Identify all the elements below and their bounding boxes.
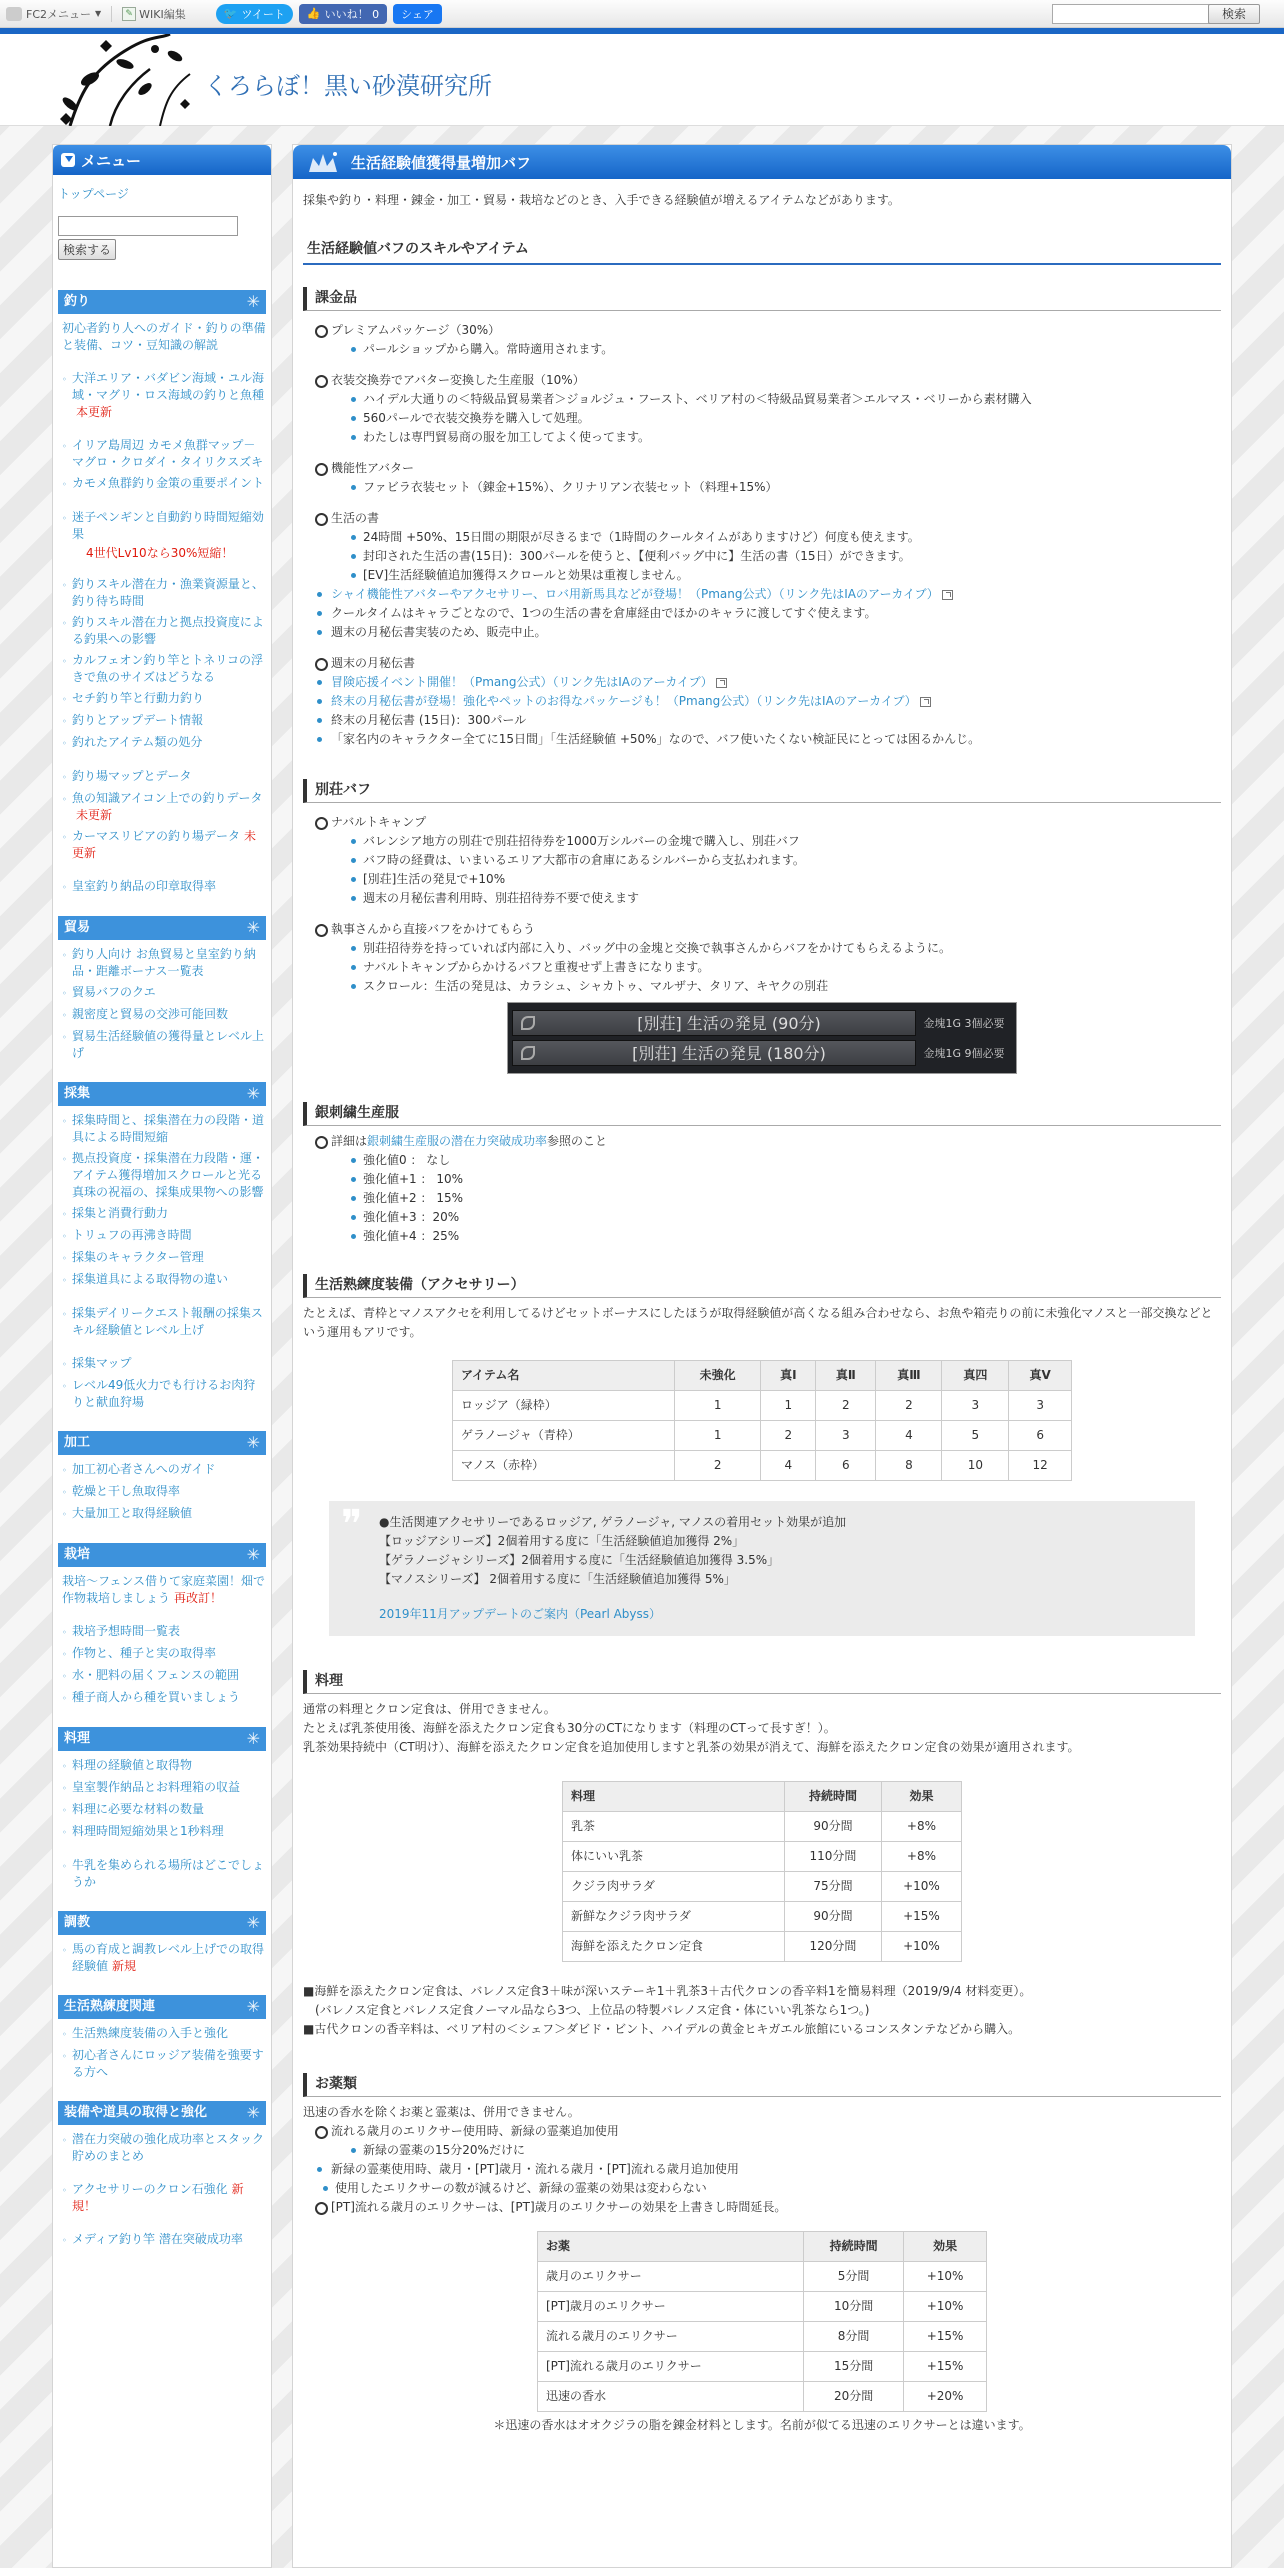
update-quote: ❞ ●生活関連アクセサリーであるロッジア, ゲラノージャ, マノスの着用セット効果が追加 【ロッジアシリーズ】2個着用する度に「生活経験値追加獲得 2%」 【ゲラノージャシリーズ】2個着用する度に「生活経験値追加獲得 3.5%」 【マノスシリーズ】 2個着用する度に「生活経験値追加獲得 5%」 2019年11月アップデートのご案内（Pearl Abyss） [329,1501,1195,1636]
list-item: ナバルトキャンプ バレンシア地方の別荘で別荘招待券を1000万シルバーの金塊で購入し、別荘バフ バフ時の経費は、いまいるエリア大都市の倉庫にあるシルバーから支払われます。 [別荘]生活の発見で+10% 週末の月秘伝書利用時、別荘招待券不要で使えます [315,813,1221,908]
table-header: 真四 [942,1361,1009,1391]
bullet-icon: ◦ [62,1254,67,1263]
heading-kakin: 課金品 [303,287,1221,311]
table-cell: +15% [904,2322,987,2352]
like-button[interactable]: 👍 いいね！ 0 [299,4,387,24]
table-cell: 歳月のエリクサー [538,2262,804,2292]
bullet-icon: ◦ [62,1210,67,1219]
bullet-icon: ◦ [62,1806,67,1815]
sidebar-section-title: 釣り ✳ [58,290,266,314]
sidebar-section [58,1431,266,1525]
table-cell: マノス（赤枠） [453,1451,675,1481]
bullet-icon: ◦ [62,514,67,523]
table-cell: +10% [904,2262,987,2292]
table-row [538,2352,987,2382]
sidebar-section [58,2101,266,2251]
bullet-icon: ◦ [62,1828,67,1837]
site-title[interactable]: くろらぼ！黒い砂漠研究所 [204,72,492,100]
fc2-logo-icon [6,7,22,21]
sidebar-item[interactable]: ◦ イリア島周辺 カモメ魚群マップ－マグロ・クロダイ・タイリクスズキ [62,438,264,469]
table-row [563,1902,962,1932]
table-cell: 2 [876,1391,942,1421]
table-cell: ゲラノージャ（青枠） [453,1421,675,1451]
list-item: 詳細は銀刺繍生産服の潜在力突破成功率参照のこと 強化値0 ： なし 強化値+1 ： 10% 強化値+2 ： 15% 強化値+3 ：20% 強化値+4 ：25% [315,1132,1221,1246]
list-item: ハイデル大通りの＜特級品貿易業者＞ジョルジュ・フースト、ベリア村の＜特級品貿易業者＞エルマス・ベリーから素材購入 [349,390,1221,409]
sidebar-section-title: 生活熟練度関連 ✳ [58,1995,266,2019]
table-cell: 海鮮を添えたクロン定食 [563,1932,785,1962]
bullet-icon: ◦ [62,739,67,748]
bullet-icon: ◦ [62,989,67,998]
sidebar-item[interactable]: ◦ 釣り場マップとデータ [58,766,266,788]
list-item: 週末の月秘伝書実装のため、販売中止。 [315,623,1221,642]
sidebar-section-title: 貿易 ✳ [58,916,266,940]
table-row [453,1391,1072,1421]
sidebar-item[interactable]: ◦ 種子商人から種を買いましょう [58,1687,266,1709]
table-cell: +8% [881,1812,961,1842]
list-item: 560パールで衣装交換券を購入して処理。 [349,409,1221,428]
bullet-icon: ◦ [62,1784,67,1793]
table-header: 持続時間 [804,2232,904,2262]
sidebar-item[interactable]: ◦ メディア釣り竿 潜在突破成功率 [58,2229,266,2251]
table-cell: 2 [674,1451,761,1481]
table-header: 真Ⅰ [761,1361,816,1391]
page-header [293,145,1231,179]
sidebar-item[interactable]: ◦ 大量加工と取得経験値 [58,1503,266,1525]
twitter-icon: 🐦 [223,7,238,20]
list-item: 強化値+4 ：25% [349,1227,1221,1246]
sidebar-item[interactable]: ◦ カルフェオン釣り竿とトネリコの浮きで魚のサイズはどうなる [62,653,264,684]
table-cell: 8分間 [804,2322,904,2352]
bullet-icon: ◦ [62,581,67,590]
sidebar-section-title: 装備や道具の取得と強化 ✳ [58,2101,266,2125]
table-row [563,1872,962,1902]
table-cell: 1 [674,1391,761,1421]
skill-row: [別荘] 生活の発見 (90分) 金塊1G 3個必要 [512,1009,1012,1037]
list-item: 週末の月秘伝書 [315,654,1221,673]
skill-icon [521,1046,535,1060]
tweet-button[interactable]: 🐦 ツイート [216,4,293,24]
list-item: ファビラ衣装セット（錬金+15%）、クリナリアン衣装セット（料理+15%） [349,478,1221,497]
bullet-icon: ◦ [62,1628,67,1637]
sidebar-item[interactable]: ◦ 生活熟練度装備の入手と強化 [58,2023,266,2045]
sidebar-item[interactable]: ◦ 大洋エリア・バダビン海域・ユル海域・マグリ・ロス海域の釣りと魚種本更新 [62,371,265,419]
sidebar-section [58,1995,266,2083]
list-item: 「家名内のキャラクター全てに15日間」「生活経験値 +50%」なので、バフ使いたくない検証民にとっては困るかんじ。 [315,730,1221,749]
sidebar-item[interactable]: ◦ 加工初心者さんへのガイド [58,1459,266,1481]
table-cell: 120分間 [785,1932,882,1962]
bullet-icon: ◦ [62,883,67,892]
table-row [563,1842,962,1872]
list-item: 終末の月秘伝書 (15日)：300パール [315,711,1221,730]
list-item: 別荘招待券を持っていれば内部に入り、バッグ中の金塊と交換で執事さんからバフをかけてもらえるように。 [349,939,1221,958]
sidebar-section-title: 料理 ✳ [58,1727,266,1751]
bullet-icon: ◦ [62,2030,67,2039]
table-header: 料理 [563,1782,785,1812]
external-link-icon [920,697,931,707]
sidebar-item[interactable]: ◦ 採集デイリークエスト報酬の採集スキル経験値とレベル上げ [62,1306,263,1337]
list-item: 強化値0 ： なし [349,1151,1221,1170]
bullet-icon: ◦ [62,2186,67,2195]
heading-accessory: 生活熟練度装備（アクセサリー） [303,1274,1221,1298]
sidebar-item[interactable]: ◦ 釣りスキル潜在力・漁業資源量と、釣り待ち時間 [62,577,264,608]
table-cell: 8 [876,1451,942,1481]
external-link-icon [716,678,727,688]
table-cell: 2 [816,1391,876,1421]
list-item: ナバルトキャンプからかけるバフと重複せず上書きになります。 [349,958,1221,977]
table-cell: [PT]流れる歳月のエリクサー [538,2352,804,2382]
sidebar-item[interactable]: ◦ トリュフの再沸き時間 [58,1225,266,1247]
bullet-icon: ◦ [62,480,67,489]
sidebar-item[interactable]: ◦ レベル49低火力でも行けるお肉狩りと献血狩場 [62,1378,256,1409]
sidebar-section [58,1082,266,1413]
bullet-icon: ◦ [62,1011,67,1020]
table-cell: 12 [1009,1451,1072,1481]
table-cell: 2 [761,1421,816,1451]
fc2-menu[interactable]: FC2メニュー ▼ [6,6,101,22]
bullet-icon: ◦ [62,1694,67,1703]
list-item: スクロール：生活の発見は、カラシュ、シャカトゥ、マルザナ、タリア、キヤクの別荘 [349,977,1221,996]
sidebar-item[interactable]: 栽培～フェンス借りて家庭菜園！畑で作物栽培しましょう 再改訂！ [62,1574,266,1605]
bullet-icon: ◦ [62,1276,67,1285]
table-row [453,1421,1072,1451]
table-row [563,1812,962,1842]
table-cell: 迅速の香水 [538,2382,804,2412]
list-item: 週末の月秘伝書利用時、別荘招待券不要で使えます [349,889,1221,908]
heading-medicine: お薬類 [303,2073,1221,2097]
sidebar-item[interactable]: ◦ カモメ魚群釣り金策の重要ポイント [58,473,266,495]
table-cell: 体にいい乳茶 [563,1842,785,1872]
table-cell: +10% [904,2292,987,2322]
table-cell: 3 [1009,1391,1072,1421]
sidebar-item[interactable]: ◦ 釣りとアップデート情報 [58,710,266,732]
table-header: 持続時間 [785,1782,882,1812]
search-input[interactable] [1052,4,1220,24]
search-button[interactable]: 検索 [1208,4,1260,24]
sidebar-section [58,1543,266,1709]
sidebar-item[interactable]: ◦ 牛乳を集められる場所はどこでしょうか [62,1858,265,1889]
thumbs-up-icon: 👍 [306,7,321,20]
edit-icon: ✎ [122,7,136,21]
bullet-icon: ◦ [62,1650,67,1659]
external-link-icon [942,590,953,600]
bullet-icon: ◦ [62,717,67,726]
list-item: クールタイムはキャラごとなので、1つの生活の書を倉庫経由でほかのキャラに渡してすぐ使えます。 [315,604,1221,623]
left-sidebar [52,144,272,2568]
sidebar-section [58,1727,266,1893]
list-item: 衣装交換券でアバター変換した生産服（10%） ハイデル大通りの＜特級品貿易業者＞ジョルジュ・フースト、ベリア村の＜特級品貿易業者＞エルマス・ベリーから素材購入 560パールで衣装交換券を購入して処理。 わたしは専門貿易商の服を加工してよく使ってます。 [315,371,1221,447]
bullet-icon: ◦ [62,2052,67,2061]
bullet-icon: ◦ [62,951,67,960]
sidebar-search-button[interactable]: 検索する [58,239,116,260]
table-cell: +15% [881,1902,961,1932]
list-item: 封印された生活の書(15日)：300パールを使うと、【便利バッグ中に】生活の書（15日）ができます。 [349,547,1221,566]
list-item: 執事さんから直接バフをかけてもらう 別荘招待券を持っていれば内部に入り、バッグ中の金塊と交換で執事さんからバフをかけてもらえるように。 ナバルトキャンプからかけるバフと重複せず上書きになります。 スクロール：生活の発見は、カラシュ、シャカトゥ、マルザナ、タリア、キヤクの別荘 [315,920,1221,996]
table-cell: +8% [881,1842,961,1872]
table-cell: 90分間 [785,1902,882,1932]
table-cell: +20% [904,2382,987,2412]
wiki-edit-link[interactable]: ✎ WIKI編集 [122,6,186,22]
table-cell: 5分間 [804,2262,904,2292]
list-item: バレンシア地方の別荘で別荘招待券を1000万シルバーの金塊で購入し、別荘バフ [349,832,1221,851]
bullet-icon: ◦ [62,2236,67,2245]
list-item: 生活の書 24時間 +50%、15日間の期限が尽きるまで（1時間のクールタイムがありますけど）何度も使えます。 封印された生活の書(15日)：300パールを使うと、【便利バッグ中に】生活の書（15日）ができます。 [EV]生活経験値追加獲得スクロールと効果は重複しません。 [315,509,1221,585]
link-item[interactable]: 終末の月秘伝書が登場！強化やペットのお得なパッケージも！（Pmang公式）（リンク先はIAのアーカイブ） [315,692,1221,711]
sidebar-item[interactable]: ◦ 採集マップ [58,1353,266,1375]
sidebar-item[interactable]: ◦ セチ釣り竿と行動力釣り [58,688,266,710]
cooking-table [562,1781,962,1962]
bullet-icon: ◦ [62,1155,67,1164]
menu-icon [61,153,75,167]
table-cell: 90分間 [785,1812,882,1842]
bullet-icon: ◦ [62,795,67,804]
status-badge: 新規 [112,1959,137,1973]
status-badge: 新規！ [72,2182,244,2213]
sidebar-item[interactable]: ◦ 魚の知識アイコン上での釣りデータ未更新 [62,791,263,822]
sidebar-section-title: 栽培 ✳ [58,1543,266,1567]
sidebar-item[interactable]: ◦ 拠点投資度・採集潜在力段階・運・アイテム獲得増加スクロールと光る真珠の祝福の、採集成果物への影響 [62,1151,265,1199]
crown-icon [305,148,341,176]
list-item: プレミアムパッケージ（30%） パールショップから購入。常時適用されます。 [315,321,1221,359]
list-item: わたしは専門貿易商の服を加工してよく使ってます。 [349,428,1221,447]
sidebar-item[interactable]: ◦ 採集のキャラクター管理 [58,1247,266,1269]
sidebar-search-input[interactable] [58,216,238,236]
sidebar-item[interactable]: ◦ カーマスリビアの釣り場データ 未更新 [62,829,257,860]
table-cell: 1 [761,1391,816,1421]
table-cell: 3 [942,1391,1009,1421]
list-item: 新緑の霊薬の15分20%だけに [349,2141,1221,2160]
table-header: 効果 [881,1782,961,1812]
sidebar-item[interactable]: ◦ アクセサリーのクロン石強化 新規！ [62,2182,244,2213]
bullet-icon: ◦ [62,1033,67,1042]
main-content: 生活経験値獲得量増加バフ 採集や釣り・料理・錬金・加工・貿易・栽培などのとき、入手できる経験値が増えるアイテムなどがあります。 生活経験値バフのスキルやアイテム 課金品 プレミアムパッケージ（30%） パールショップから購入。常時適用されます。 衣装交換券でアバター変換した生産服（10%） ハイデル大通りの＜特級品貿易業者＞ジョルジュ・フースト、ベリア村の＜特級品貿易業者＞エルマス・ベリーから素材購入 560パールで衣装交換券を購入して処理。 わたしは専門貿易商の服を加工してよく使ってます。 機能性アバター ファビラ衣装セット（錬金+15%）、クリナリアン衣装セット（料理+15%） 生活の書 24時間 +50%、15日間の期限が尽きるまで（1時間のクールタイムがありますけど）何度も使えます。 封印された生活の書(15日)：300パールを使うと、【便利バッグ中に】生活の書（15日）ができます。 [EV]生活経験値追加獲得スクロールと効果は重複しません。 シャイ機能性アバターやアクセサリー、ロバ用新馬具などが登場！（Pmang公式）（リンク先はIAのアーカイブ） クールタイムはキャラごとなので、1つの生活の書を倉庫経由でほかのキャラに渡してすぐ使えます。 週末の月秘伝書実装のため、販売中止。 週末の月秘伝書 冒険応援イベント開催！（Pmang公式）（リンク先はIAのアーカイブ） 終末の月秘伝書が登場！強化やペットのお得なパッケージも！（Pmang公式）（リンク先はIAのアーカイブ） 終末の月秘伝書 (15日)：300パール 「家名内のキャラクター全てに15日間」「生活経験値 +50%」なので、バフ使いたくない検証民にとっては困るかんじ。 別荘バフ ナバルトキャンプ バレンシア地方の別荘で別荘招待券を1000万シルバーの金塊で購入し、別荘バフ バフ時の経費は、いまいるエリア大都市の倉庫にあるシルバーから支払われます。 [別荘]生活の発見で+10% 週末の月秘伝書利用時、別荘招待券不要で使えます 執事さんから直接バフをかけてもらう 別荘招待券を持っていれば内部に入り、バッグ中の金塊と交換で執事さんからバフをかけてもらえるように。 ナバルトキャンプからかけるバフと重複せず上書きになります。 スクロール：生活の発見は、カラシュ、シャカトゥ、マルザナ、タリア、キヤクの別荘 [別荘] 生活の発見 (90分) 金塊1G 3個必要 [別荘] 生活の発見 (180分) 金塊1G 9個必要 銀刺繍生産服 詳細は銀刺繍生産服の潜在力突破成功率参照のこと 強化値0 ： なし 強化値+1 ： 10% 強化値+2 ： 15% 強化値+3 ：20% 強化値+4 ：25% 生活熟練度装備（アクセサリー） たとえば、青枠とマノスアクセを利用してるけどセットボーナスにしたほうが取得経験値が高くなる組み合わせなら、お魚や箱売りの前に未強化マノスと一部交換などという運用もアリです。 アイテム名 未強化 真Ⅰ 真Ⅱ 真Ⅲ 真四 真Ⅴ ロッジア（緑枠） 1 1 2 2 3 3 ゲラノージャ（青枠） 1 2 3 4 5 6 マノス（赤枠） 2 4 6 8 10 12 ❞ ●生活関連アクセサリーであるロッジア, ゲラノージャ, マノスの着用セット効果が追加 【ロッジアシリーズ】2個着用する度に「生活経験値追加獲得 2%」 【ゲラノージャシリーズ】2個着用する度に「生活経験値追加獲得 3.5%」 【マノスシリーズ】 2個着用する度に「生活経験値追加獲得 5%」 2019年11月アップデートのご案内（Pearl Abyss） 料理 通常の料理とクロン定食は、併用できません。 たとえば乳茶使用後、海鮮を添えたクロン定食も30分のCTになります（料理のCTって長すぎ！）。 乳茶効果持続中（CT明け）、海鮮を添えたクロン定食を追加使用しますと乳茶の効果が消えて、海鮮を添えたクロン定食の効果が適用されます。 料理 持続時間 効果 乳茶 90分間 +8% 体にいい乳茶 110分間 +8% クジラ肉サラダ 75分間 +10% 新鮮なクジラ肉サラダ 90分間 +15% 海鮮を添えたクロン定食 120分間 +10% ■海鮮を添えたクロン定食は、バレノス定食3＋味が深いステーキ1＋乳茶3＋古代クロンの香辛料1を簡易料理（2019/9/4 材料変更）。 (バレノス定食とバレノス定食ノーマル品なら3つ、上位品の特製バレノス定食・体にいい乳茶なら1つ。) ■古代クロンの香辛料は、ベリア村の＜シェフ＞ダビド・ビント、ハイデルの黄金ヒキガエル旅館にいるコンスタンテなどから購入。 お薬類 迅速の香水を除くお薬と霊薬は、併用できません。 流れる歳月のエリクサー使用時、新緑の霊薬追加使用 新緑の霊薬の15分20%だけに 新緑の霊薬使用時、歳月・[PT]歳月・流れる歳月・[PT]流れる歳月追加使用 使用したエリクサーの数が減るけど、新緑の霊薬の効果は変わらない [PT]流れる歳月のエリクサーは、[PT]歳月のエリクサーの効果を上書きし時間延長。 お薬 持続時間 効果 歳月のエリクサー 5分間 +10% [PT]歳月のエリクサー 10分間 +10% 流れる歳月のエリクサー 8分間 +15% [PT]流れる歳月のエリクサー 15分間 +15% 迅速の香水 20分間 +20% ＊迅速の香水はオオクジラの脂を錬金材料とします。名前が似てる迅速のエリクサーとは違います。 [292,144,1232,2568]
table-cell: 5 [942,1421,1009,1451]
table-cell: +15% [904,2352,987,2382]
table-row [563,1932,962,1962]
list-item: 新緑の霊薬使用時、歳月・[PT]歳月・流れる歳月・[PT]流れる歳月追加使用 [315,2160,1221,2179]
table-cell: クジラ肉サラダ [563,1872,785,1902]
bullet-icon: ◦ [62,1510,67,1519]
bullet-icon: ◦ [62,1310,67,1319]
table-row [538,2262,987,2292]
table-row [453,1451,1072,1481]
chevron-down-icon: ▼ [95,9,102,18]
table-header: 真Ⅱ [816,1361,876,1391]
sidebar-section-title: 調教 ✳ [58,1911,266,1935]
heading-cooking: 料理 [303,1670,1221,1694]
sidebar-item[interactable]: ◦ 馬の育成と調教レベル上げでの取得経験値 新規 [62,1942,265,1973]
list-item: [別荘]生活の発見で+10% [349,870,1221,889]
list-item: [PT]流れる歳月のエリクサーは、[PT]歳月のエリクサーの効果を上書きし時間延長。 [315,2198,1221,2217]
sidebar-item[interactable]: ◦ 皇室製作納品とお料理箱の収益 [58,1777,266,1799]
sidebar-item[interactable]: ◦ 初心者さんにロッジア装備を強要する方へ [62,2048,264,2079]
bullet-icon: ◦ [62,1946,67,1955]
list-item: バフ時の経費は、いまいるエリア大都市の倉庫にあるシルバーから支払われます。 [349,851,1221,870]
heading-villa: 別荘バフ [303,779,1221,803]
sidebar-item[interactable]: ◦ 水・肥料の届くフェンスの範囲 [58,1665,266,1687]
list-item: [EV]生活経験値追加獲得スクロールと効果は重複しません。 [349,566,1221,585]
sidebar-item[interactable]: ◦ 貿易バフのクエ [58,982,266,1004]
bullet-icon: ◦ [62,442,67,451]
sidebar-section-title: 採集 ✳ [58,1082,266,1106]
bullet-icon: ◦ [62,619,67,628]
bullet-icon: ◦ [62,2136,67,2145]
table-cell: 4 [761,1451,816,1481]
table-cell: +10% [881,1872,961,1902]
table-cell: 3 [816,1421,876,1451]
bullet-icon: ◦ [62,1672,67,1681]
sidebar-item[interactable]: ◦ 親密度と貿易の交渉可能回数 [58,1004,266,1026]
accessory-table [452,1360,1072,1481]
intro-text: 採集や釣り・料理・錬金・加工・貿易・栽培などのとき、入手できる経験値が増えるアイテムなどがあります。 [303,193,900,207]
sidebar-item[interactable]: ◦ 採集道具による取得物の違い [58,1269,266,1291]
list-item: 使用したエリクサーの数が減るけど、新緑の霊薬の効果は変わらない [321,2179,1221,2198]
list-item: 強化値+2 ： 15% [349,1189,1221,1208]
table-cell: 10分間 [804,2292,904,2322]
sidebar-menu-header: メニュー [53,145,271,175]
bullet-icon: ◦ [62,1488,67,1497]
sidebar-item[interactable]: ◦ 栽培予想時間一覧表 [58,1621,266,1643]
list-item: 強化値+1 ： 10% [349,1170,1221,1189]
table-cell: 4 [876,1421,942,1451]
skill-row: [別荘] 生活の発見 (180分) 金塊1G 9個必要 [512,1039,1012,1067]
table-cell: 75分間 [785,1872,882,1902]
table-cell: +10% [881,1932,961,1962]
table-cell: ロッジア（緑枠） [453,1391,675,1421]
sidebar-item[interactable]: ◦ 釣れたアイテム類の処分 [58,732,266,754]
link-item[interactable]: シャイ機能性アバターやアクセサリー、ロバ用新馬具などが登場！（Pmang公式）（リンク先はIAのアーカイブ） [315,585,1221,604]
table-header: 真Ⅴ [1009,1361,1072,1391]
sidebar-sections [53,290,271,2251]
bullet-icon: ◦ [62,1360,67,1369]
list-item: 24時間 +50%、15日間の期限が尽きるまで（1時間のクールタイムがありますけど）何度も使えます。 [349,528,1221,547]
accessory-desc: たとえば、青枠とマノスアクセを利用してるけどセットボーナスにしたほうが取得経験値が高くなる組み合わせなら、お魚や箱売りの前に未強化マノスと一部交換などという運用もアリです。 [303,1306,1213,1339]
sidebar-item-top[interactable]: トップページ [58,187,129,201]
table-cell: 20分間 [804,2382,904,2412]
sidebar-item[interactable]: ◦ 料理に必要な材料の数量 [58,1799,266,1821]
bullet-icon: ◦ [62,657,67,666]
status-badge: 未更新 [72,829,257,860]
sidebar-item[interactable]: ◦ 料理時間短縮効果と1秒料理 [58,1821,266,1843]
sidebar-item[interactable]: ◦ 採集と消費行動力 [58,1203,266,1225]
table-cell: 110分間 [785,1842,882,1872]
bullet-icon: ◦ [62,833,67,842]
sidebar-item[interactable]: ◦ 潜在力突破の強化成功率とスタック貯めのまとめ [62,2132,265,2163]
villa-skill-panel [507,1002,1017,1074]
table-cell: 新鮮なクジラ肉サラダ [563,1902,785,1932]
table-cell: 流れる歳月のエリクサー [538,2322,804,2352]
sidebar-note: 4世代Lv10なら30%短縮！ [86,546,234,560]
table-cell: 6 [1009,1421,1072,1451]
page-title: 生活経験値獲得量増加バフ [351,153,532,172]
sidebar-item[interactable]: ◦ 作物と、種子と実の取得率 [58,1643,266,1665]
sidebar-section [58,1911,266,1977]
table-cell: 乳茶 [563,1812,785,1842]
sidebar-item[interactable]: ◦ 釣りスキル潜在力と拠点投資度による釣果への影響 [62,615,264,646]
link-item[interactable]: 冒険応援イベント開催！（Pmang公式）（リンク先はIAのアーカイブ） [315,673,1221,692]
sidebar-item[interactable]: ◦ 料理の経験値と取得物 [58,1755,266,1777]
table-cell: 6 [816,1451,876,1481]
kakin-list [303,321,1221,359]
status-badge: 本更新 [76,405,113,419]
status-badge: 再改訂！ [174,1591,223,1605]
list-item: 流れる歳月のエリクサー使用時、新緑の霊薬追加使用 新緑の霊薬の15分20%だけに [315,2122,1221,2160]
sidebar-item[interactable]: ◦ 皇室釣り納品の印章取得率 [58,876,266,898]
sidebar-item[interactable]: ◦ 貿易生活経験値の獲得量とレベル上げ [62,1029,265,1060]
bullet-icon: ◦ [62,1862,67,1871]
share-button[interactable]: シェア [393,4,442,24]
list-item: 強化値+3 ：20% [349,1208,1221,1227]
vine-logo-icon [50,34,200,126]
table-header: 未強化 [674,1361,761,1391]
table-cell: 10 [942,1451,1009,1481]
bullet-icon: ◦ [62,695,67,704]
section-title: 生活経験値バフのスキルやアイテム [303,234,1221,265]
site-header [0,34,1284,126]
gingshi-link[interactable]: 銀刺繍生産服の潜在力突破成功率 [367,1134,548,1148]
table-header: お薬 [538,2232,804,2262]
table-row [538,2382,987,2412]
table-row [538,2322,987,2352]
bullet-icon: ◦ [62,1232,67,1241]
sidebar-item[interactable]: ◦ 迷子ペンギンと自動釣り時間短縮効果 [62,510,264,541]
bullet-icon: ◦ [62,375,67,384]
skill-icon [521,1016,535,1030]
bullet-icon: ◦ [62,1117,67,1126]
medicine-table [537,2231,987,2412]
status-badge: 未更新 [76,808,113,822]
heading-gingshi: 銀刺繍生産服 [303,1102,1221,1126]
bullet-icon: ◦ [62,1466,67,1475]
list-item: 機能性アバター ファビラ衣装セット（錬金+15%）、クリナリアン衣装セット（料理+15%） [315,459,1221,497]
sidebar-item[interactable]: ◦ 釣り人向け お魚貿易と皇室釣り納品・距離ボーナス一覧表 [62,947,256,978]
table-row [538,2292,987,2322]
sidebar-item[interactable]: ◦ 乾燥と干し魚取得率 [58,1481,266,1503]
sidebar-section [58,916,266,1064]
table-cell: 1 [674,1421,761,1451]
table-header: 効果 [904,2232,987,2262]
list-item: パールショップから購入。常時適用されます。 [349,340,1221,359]
quote-mark-icon: ❞ [341,1502,363,1548]
update-link[interactable]: 2019年11月アップデートのご案内（Pearl Abyss） [379,1607,662,1621]
bullet-icon: ◦ [62,1762,67,1771]
bullet-icon: ◦ [62,1382,67,1391]
sidebar-item[interactable]: ◦ 採集時間と、採集潜在力の段階・道具による時間短縮 [62,1113,265,1144]
table-cell: 15分間 [804,2352,904,2382]
table-header: 真Ⅲ [876,1361,942,1391]
bullet-icon: ◦ [62,773,67,782]
sidebar-item[interactable]: 初心者釣り人へのガイド・釣りの準備と装備、コツ・豆知識の解説 [62,321,266,352]
table-header: アイテム名 [453,1361,675,1391]
table-cell: [PT]歳月のエリクサー [538,2292,804,2322]
sidebar-section [58,290,266,898]
sidebar-section-title: 加工 ✳ [58,1431,266,1455]
